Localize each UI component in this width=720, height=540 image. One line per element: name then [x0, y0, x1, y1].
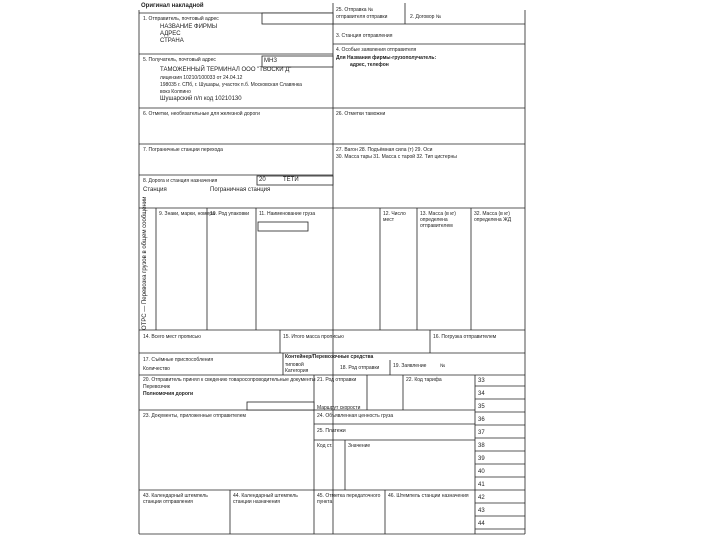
carriage-type-label: 18. Род отправки	[340, 365, 380, 371]
stamp-transfer: 45. Отметка передаточного пункта	[317, 493, 381, 505]
col-name: 11. Наименование груза	[259, 211, 316, 217]
wagon-loading-label: 16. Погрузка отправителем	[433, 334, 497, 340]
wagon-notes-line1: 27. Вагон 28. Подъёмная сила (т) 29. Оси	[336, 147, 433, 153]
form-title: Оригинал накладной	[141, 3, 204, 9]
total-mass-label: 15. Итого масса прописью	[283, 334, 344, 340]
right-num-42: 42	[478, 495, 485, 501]
destination-code-value: ТЕТИ	[283, 177, 299, 183]
right-num-33: 33	[478, 378, 485, 384]
special-notes-line2: адрес, телефон	[350, 62, 389, 68]
station-departure-label: 3. Станция отправления	[336, 33, 393, 39]
right-num-38: 38	[478, 443, 485, 449]
destination-label: 8. Дорога и станция назначения	[143, 178, 218, 184]
total-places-label: 14. Всего мест прописью	[143, 334, 201, 340]
sender-code-label: 25. Отправка №	[336, 7, 374, 13]
payment-value-col: Значение	[348, 443, 371, 449]
receiver-line-5: Шушарский п/п код 10210130	[160, 96, 242, 102]
right-num-34: 34	[478, 391, 485, 397]
container-label: Контейнер/Перевозочные средства	[285, 354, 374, 360]
sender-name: НАЗВАНИЕ ФИРМЫ	[160, 24, 218, 30]
sender-code-sublabel: отправителя отправки	[336, 14, 388, 20]
documents-attached-label: 20. Отправитель принял к сведению товаросопроводительные документы	[143, 377, 316, 383]
col-places: 12. Число мест	[383, 211, 406, 223]
special-notes-line1: Для Названия фирмы-грузополучатель:	[336, 55, 437, 61]
destination-code-label: 20	[259, 177, 266, 183]
right-num-39: 39	[478, 456, 485, 462]
col-packing: 10. Род упаковки	[210, 211, 250, 217]
receiver-line-1: ТАМОЖЕННЫЙ ТЕРМИНАЛ ООО "ТВОСКИ Д"	[160, 67, 292, 73]
cargo-side-label: ОТРС — Перевозка грузов в общем сообщении	[142, 196, 148, 330]
col-mass-railway: 32. Масса (в кг) определена ЖД	[474, 211, 512, 223]
removable-devices-sublabel: Количество	[143, 366, 170, 372]
contract-label: 2. Договор №	[410, 14, 442, 20]
container-type-label: типовой	[285, 362, 304, 368]
receiver-line-4: вокз Колпино	[160, 89, 191, 95]
stamp-destination: 46. Штемпель станции назначения	[388, 493, 469, 499]
sender-address: АДРЕС	[160, 31, 181, 37]
customs-marks-label: 26. Отметки таможни	[336, 111, 386, 117]
documents-attached-carrier: Перевозчик	[143, 384, 170, 390]
right-num-36: 36	[478, 417, 485, 423]
sender-country: СТРАНА	[160, 38, 184, 44]
payment-code-col: Код ст.	[317, 443, 333, 449]
route-mass-determined: Маршрут скорости	[317, 405, 361, 411]
right-num-40: 40	[478, 469, 485, 475]
receiver-line-3: 198035 г. СПб, г. Шушары, участок п.б. Московская Славянка	[160, 82, 302, 88]
declared-value-label: 24. Объявленная ценность груза	[317, 413, 394, 419]
route-dispatch-type: 21. Род отправки	[317, 377, 357, 383]
right-num-44: 44	[478, 521, 485, 527]
stamp-departure: 43. Календарный штемпель станции отправления	[143, 493, 208, 505]
container-category-label: Категория	[285, 368, 309, 374]
documents-list-label: 23. Документы, приложенные отправителем	[143, 413, 246, 419]
right-num-35: 35	[478, 404, 485, 410]
receiver-line-2: лицензия 10210/100033 от 24.04.12	[160, 75, 243, 81]
sender-label: 1. Отправитель, почтовый адрес	[143, 16, 219, 22]
carriage-type-line2: №	[440, 363, 446, 369]
right-num-37: 37	[478, 430, 485, 436]
notes-not-binding-label: 6. Отметки, необязательные для железной дороги	[143, 111, 260, 117]
wagon-notes-line2: 30. Масса тары 31. Масса с тарой 32. Тип цистерны	[336, 154, 457, 160]
right-num-41: 41	[478, 482, 485, 488]
carriage-type-line1: 19. Заявление	[393, 363, 427, 369]
col-marks: 9. Знаки, марки, номера	[159, 211, 215, 217]
special-notes-label: 4. Особые заявления отправителя	[336, 47, 417, 53]
receiver-code: МНЗ	[264, 58, 277, 64]
col-mass-sender: 13. Масса (в кг) определена отправителем	[420, 211, 456, 229]
removable-devices-label: 17. Съёмные приспособления	[143, 357, 214, 363]
destination-station-left: Станция	[143, 187, 167, 193]
right-num-43: 43	[478, 508, 485, 514]
documents-attached-road: Полномочия дороги	[143, 391, 194, 397]
receiver-label: 5. Получатель, почтовый адрес	[143, 57, 216, 63]
payment-label: 25. Платежи	[317, 428, 346, 434]
stamp-arrival: 44. Календарный штемпель станции назначения	[233, 493, 298, 505]
route-tariff: 22. Код тарифа	[406, 377, 442, 383]
border-stations-label: 7. Пограничные станции перехода	[143, 147, 223, 153]
destination-station-right: Пограничная станция	[210, 187, 271, 193]
